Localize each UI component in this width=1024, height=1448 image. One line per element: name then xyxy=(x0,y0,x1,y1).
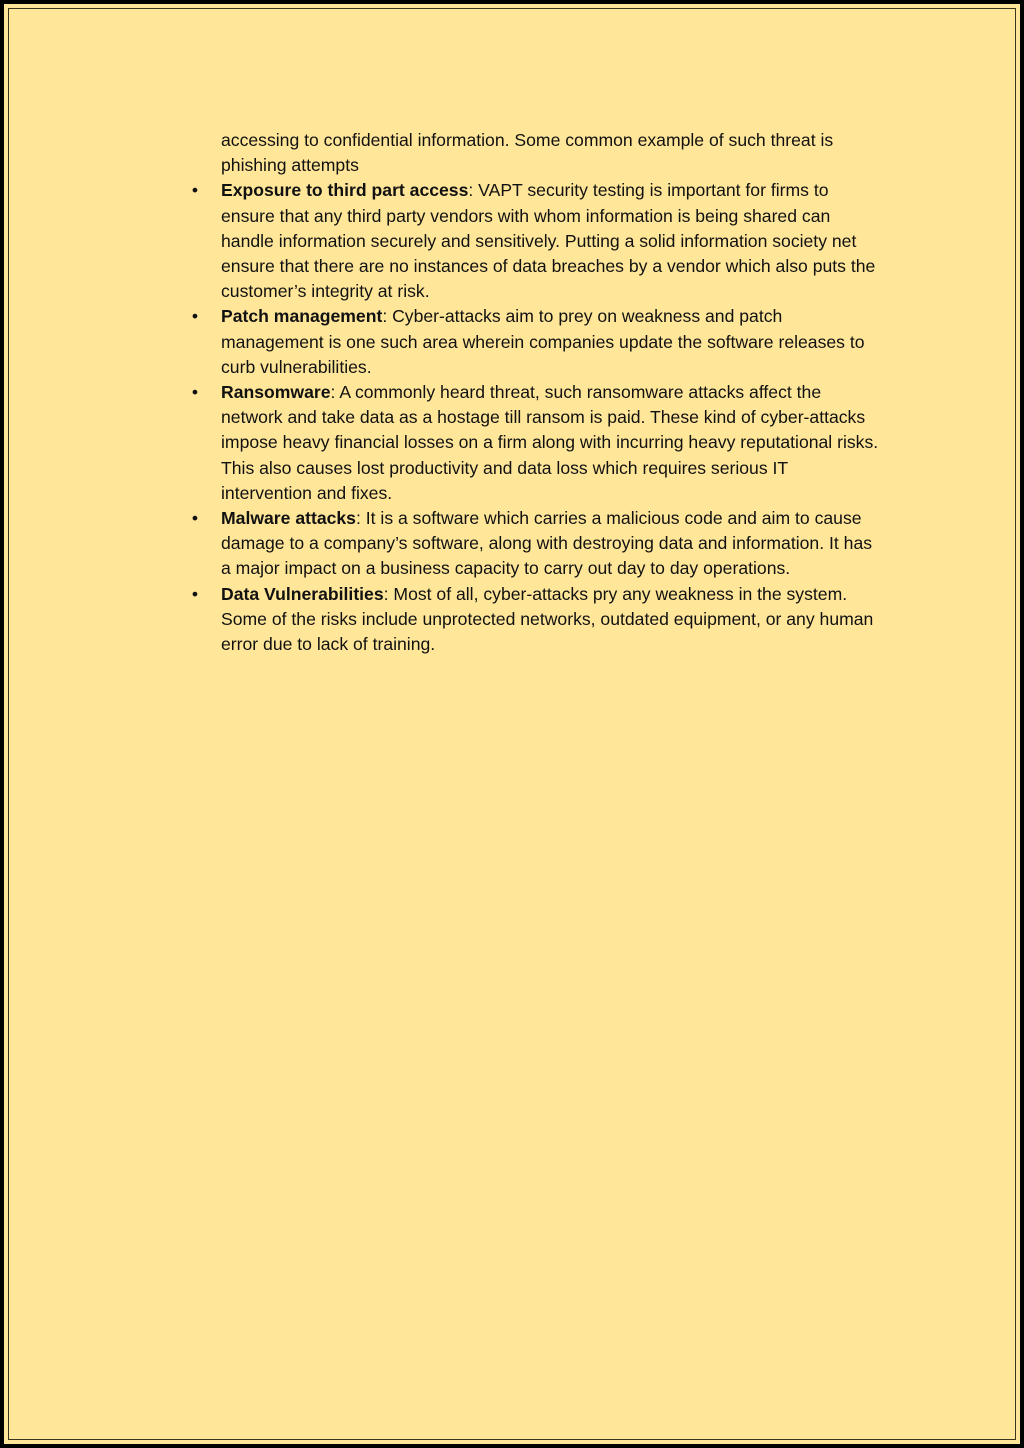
list-item-patch-management xyxy=(189,304,879,380)
list-item-text: : Cyber-attacks aim to prey on weakness and patch management is one such area wherein companies update the software releases to curb vulnerabilities. xyxy=(221,306,865,377)
list-item-third-party-access xyxy=(189,178,879,304)
bullet-icon: • xyxy=(191,180,199,201)
continuation-paragraph: accessing to confidential information. Some common example of such threat is phishing attempts xyxy=(221,130,834,176)
bullet-icon: • xyxy=(191,382,199,403)
list-item-text: : A commonly heard threat, such ransomware attacks affect the network and take data as a hostage till ransom is paid. These kind of cyber-attacks impose heavy financial losses on a firm along with incurring heavy reputational risks. This also causes lost productivity and data loss which requires serious IT intervention and fixes. xyxy=(221,382,879,503)
list-item-term: Exposure to third part access xyxy=(221,180,469,201)
list-item-term: Data Vulnerabilities xyxy=(221,583,384,604)
list-item-term: Ransomware xyxy=(221,382,331,403)
threat-list xyxy=(189,178,879,657)
list-item-term: Malware attacks xyxy=(221,508,356,529)
bullet-icon: • xyxy=(191,508,199,529)
list-item-text: : VAPT security testing is important for firms to ensure that any third party vendors with whom information is being shared can handle information securely and sensitively. Putting a solid information society net ensure that there are no instances of data breaches by a vendor which also puts the customer’s integrity at risk. xyxy=(221,180,876,302)
list-item-term: Patch management xyxy=(221,306,383,327)
document-body xyxy=(189,128,879,657)
bullet-icon: • xyxy=(191,306,199,327)
list-item-malware-attacks xyxy=(189,506,879,582)
list-item-text: : It is a software which carries a malicious code and aim to cause damage to a company’s software, along with destroying data and information. It has a major impact on a business capacity to carry out day to day operations. xyxy=(221,508,873,579)
list-item-data-vulnerabilities xyxy=(189,582,879,658)
list-item-text: : Most of all, cyber-attacks pry any weakness in the system. Some of the risks include unprotected networks, outdated equipment, or any human error due to lack of training. xyxy=(221,583,874,655)
list-item-ransomware xyxy=(189,380,879,506)
bullet-icon: • xyxy=(191,583,199,604)
